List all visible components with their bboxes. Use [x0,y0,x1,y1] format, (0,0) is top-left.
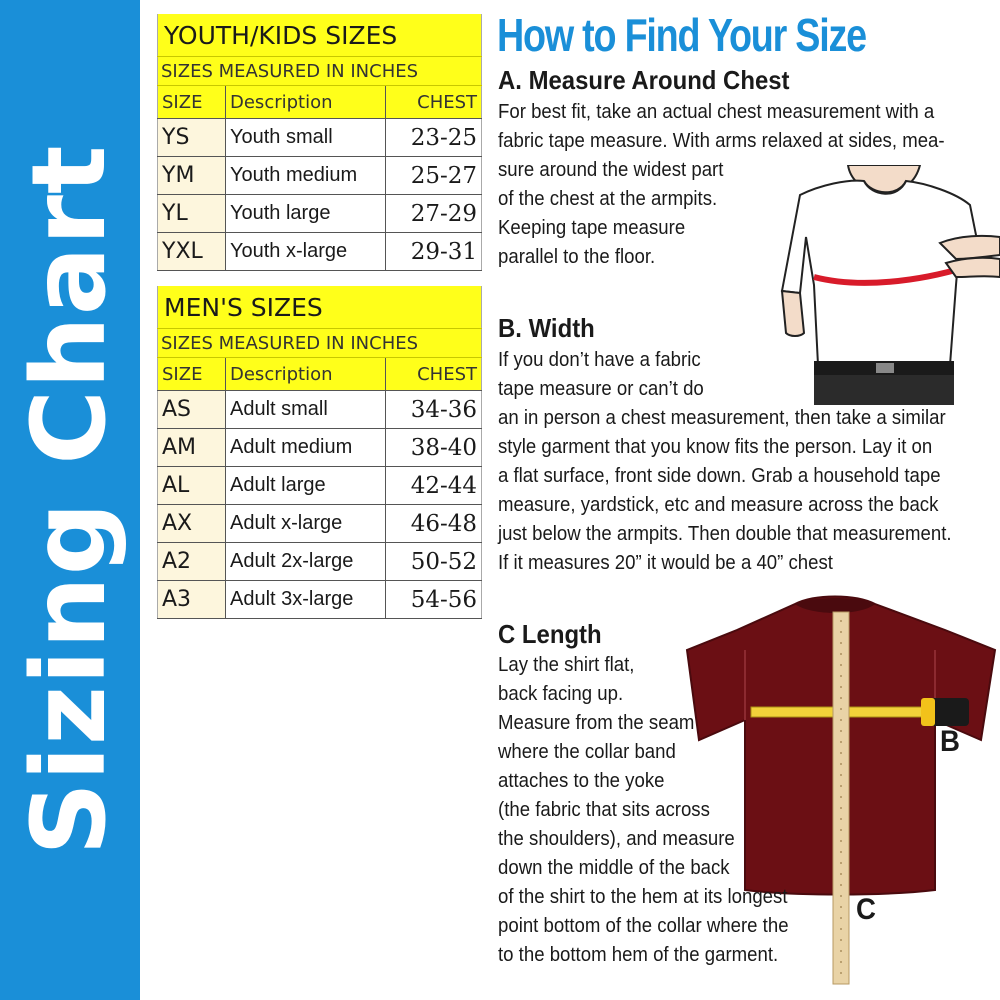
size-code: A3 [158,581,226,619]
section-b-text [498,346,952,578]
header-description: Description [226,86,386,119]
header-description: Description [226,358,386,391]
text-line: measure, yardstick, etc and measure across the back [498,494,939,516]
chest-range: 27-29 [386,195,482,233]
text-line: a flat surface, front side down. Grab a household tape [498,465,941,487]
size-code: AL [158,467,226,505]
size-description: Youth large [226,195,386,233]
section-a-heading: A. Measure Around Chest [498,65,790,95]
text-line: fabric tape measure. With arms relaxed at sides, mea- [498,130,945,152]
size-code: A2 [158,543,226,581]
table-row [158,195,482,233]
table-row [158,581,482,619]
header-size: SIZE [158,86,226,119]
text-line: parallel to the floor. [498,246,656,268]
text-line: If you don’t have a fabric [498,349,701,371]
chest-range: 38-40 [386,429,482,467]
sidebar-title: Sizing Chart [10,144,129,856]
size-code: YL [158,195,226,233]
table-row [158,119,482,157]
header-size: SIZE [158,358,226,391]
text-line: to the bottom hem of the garment. [498,944,779,966]
text-line: back facing up. [498,683,624,705]
text-line: of the chest at the armpits. [498,188,718,210]
text-line: of the shirt to the hem at its longest [498,886,788,908]
table-row [158,543,482,581]
mens-table-title: MEN'S SIZES [158,286,482,329]
youth-table-subtitle: SIZES MEASURED IN INCHES [158,57,482,86]
section-c-text [498,651,789,970]
size-code: AS [158,391,226,429]
text-line: Lay the shirt flat, [498,654,635,676]
section-c-heading: C Length [498,619,602,649]
table-row [158,233,482,271]
text-line: Keeping tape measure [498,217,686,239]
size-description: Youth x-large [226,233,386,271]
text-line: style garment that you know fits the person. Lay it on [498,436,933,458]
youth-table-title: YOUTH/KIDS SIZES [158,14,482,57]
table-row [158,467,482,505]
guide-title: How to Find Your Size [497,9,866,61]
chest-range: 29-31 [386,233,482,271]
text-line: (the fabric that sits across [498,799,710,821]
mens-sizes-table [157,286,482,619]
size-description: Adult 2x-large [226,543,386,581]
text-line: For best fit, take an actual chest measurement with a [498,101,935,123]
chest-range: 50-52 [386,543,482,581]
youth-sizes-table [157,14,482,271]
size-description: Adult x-large [226,505,386,543]
size-code: AX [158,505,226,543]
chest-range: 46-48 [386,505,482,543]
shirt-label-c: C [856,893,876,926]
size-description: Adult 3x-large [226,581,386,619]
table-row [158,505,482,543]
chest-range: 25-27 [386,157,482,195]
text-line: sure around the widest part [498,159,724,181]
table-row [158,391,482,429]
text-line: an in person a chest measurement, then take a similar [498,407,946,429]
size-code: YS [158,119,226,157]
text-line: Measure from the seam [498,712,695,734]
size-description: Youth medium [226,157,386,195]
text-line: If it measures 20” it would be a 40” chest [498,552,833,574]
text-line: the shoulders), and measure [498,828,735,850]
chest-range: 54-56 [386,581,482,619]
header-chest: CHEST [386,86,482,119]
section-a-text [498,98,945,272]
size-description: Youth small [226,119,386,157]
text-line: down the middle of the back [498,857,730,879]
shirt-label-b: B [940,725,960,758]
size-code: AM [158,429,226,467]
text-line: point bottom of the collar where the [498,915,789,937]
table-header-row [158,86,482,119]
header-chest: CHEST [386,358,482,391]
size-description: Adult small [226,391,386,429]
text-line: attaches to the yoke [498,770,665,792]
size-code: YXL [158,233,226,271]
chest-range: 42-44 [386,467,482,505]
text-line: tape measure or can’t do [498,378,704,400]
mens-table-subtitle: SIZES MEASURED IN INCHES [158,329,482,358]
chest-range: 34-36 [386,391,482,429]
size-code: YM [158,157,226,195]
size-description: Adult large [226,467,386,505]
table-row [158,429,482,467]
table-header-row [158,358,482,391]
chest-range: 23-25 [386,119,482,157]
text-line: where the collar band [498,741,676,763]
text-line: just below the armpits. Then double that measurement. [498,523,952,545]
table-row [158,157,482,195]
size-description: Adult medium [226,429,386,467]
section-b-heading: B. Width [498,313,595,343]
sidebar-banner [0,0,140,1000]
